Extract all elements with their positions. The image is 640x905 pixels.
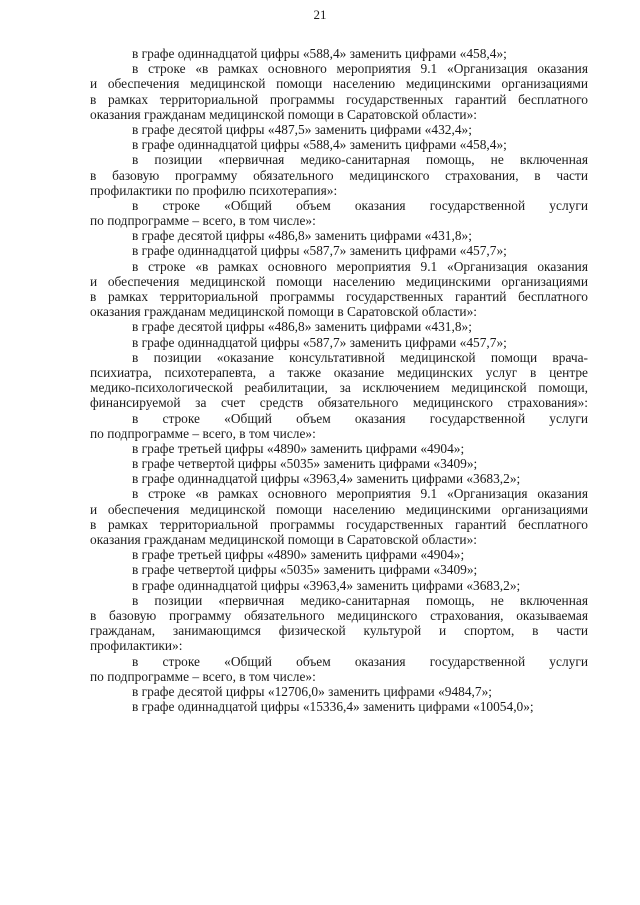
- text-line: в базовую программу обязательного медицинского страхования, оказываемая: [90, 607, 588, 623]
- text-line: в графе одиннадцатой цифры «587,7» заменить цифрами «457,7»;: [132, 334, 507, 350]
- text-line: оказания гражданам медицинской помощи в Саратовской области»:: [90, 106, 477, 122]
- text-line: оказания гражданам медицинской помощи в Саратовской области»:: [90, 304, 477, 320]
- text-line: в позиции «первичная медико-санитарная помощь, не включенная: [132, 592, 588, 608]
- text-line: в графе одиннадцатой цифры «15336,4» заменить цифрами «10054,0»;: [132, 699, 534, 715]
- text-line: в графе десятой цифры «12706,0» заменить цифрами «9484,7»;: [132, 683, 493, 699]
- text-line: финансируемой за счет средств обязательного медицинского страхования»:: [90, 395, 588, 411]
- text-line: в графе десятой цифры «487,5» заменить цифрами «432,4»;: [132, 121, 472, 137]
- text-line: по подпрограмме – всего, в том числе»:: [90, 213, 316, 229]
- text-line: в графе одиннадцатой цифры «3963,4» заменить цифрами «3683,2»;: [132, 471, 521, 487]
- text-line: и обеспечения медицинской помощи населению медицинскими организациями: [90, 501, 588, 517]
- text-line: в графе десятой цифры «486,8» заменить цифрами «431,8»;: [132, 228, 472, 244]
- text-line: оказания гражданам медицинской помощи в Саратовской области»:: [90, 532, 477, 547]
- text-line: в рамках территориальной программы государственных гарантий бесплатного: [90, 289, 588, 304]
- document-body: [90, 46, 588, 714]
- text-line: в позиции «первичная медико-санитарная помощь, не включенная: [132, 152, 588, 168]
- text-line: в графе третьей цифры «4890» заменить цифрами «4904»;: [132, 440, 465, 456]
- text-line: медико-психологической реабилитации, за исключением медицинской помощи,: [90, 380, 588, 396]
- text-line: в рамках территориальной программы государственных гарантий бесплатного: [90, 91, 588, 107]
- text-line: по подпрограмме – всего, в том числе»:: [90, 425, 316, 441]
- text-line: психиатра, психотерапевта, а также оказание медицинских услуг в центре: [90, 364, 588, 380]
- text-line: в строке «в рамках основного мероприятия 9.1 «Организация оказания: [132, 486, 588, 502]
- text-line: в строке «Общий объем оказания государственной услуги: [132, 653, 588, 669]
- text-line: гражданам, занимающимся физической культурой и спортом, в части: [90, 623, 588, 639]
- text-line: в позиции «оказание консультативной медицинской помощи врача-: [132, 349, 588, 365]
- text-line: в графе десятой цифры «486,8» заменить цифрами «431,8»;: [132, 319, 472, 335]
- text-line: в базовую программу обязательного медицинского страхования, в части: [90, 167, 588, 183]
- text-line: в строке «Общий объем оказания государственной услуги: [132, 410, 588, 426]
- text-line: профилактики»:: [90, 638, 183, 654]
- text-line: в графе одиннадцатой цифры «588,4» заменить цифрами «458,4»;: [132, 46, 507, 61]
- text-line: в рамках территориальной программы государственных гарантий бесплатного: [90, 516, 588, 532]
- text-line: в строке «в рамках основного мероприятия 9.1 «Организация оказания: [132, 61, 588, 77]
- text-line: в графе четвертой цифры «5035» заменить цифрами «3409»;: [132, 562, 478, 578]
- text-line: и обеспечения медицинской помощи населению медицинскими организациями: [90, 273, 588, 289]
- text-line: в строке «Общий объем оказания государственной услуги: [132, 197, 588, 213]
- text-line: профилактики по профилю психотерапия»:: [90, 182, 338, 198]
- page-number: 21: [313, 7, 327, 22]
- text-line: по подпрограмме – всего, в том числе»:: [90, 668, 316, 684]
- text-line: в графе четвертой цифры «5035» заменить цифрами «3409»;: [132, 456, 478, 472]
- text-line: в графе одиннадцатой цифры «3963,4» заменить цифрами «3683,2»;: [132, 577, 521, 593]
- text-line: в графе третьей цифры «4890» заменить цифрами «4904»;: [132, 547, 465, 563]
- text-line: в графе одиннадцатой цифры «587,7» заменить цифрами «457,7»;: [132, 243, 507, 259]
- text-line: и обеспечения медицинской помощи населению медицинскими организациями: [90, 76, 588, 92]
- text-line: в графе одиннадцатой цифры «588,4» заменить цифрами «458,4»;: [132, 137, 507, 153]
- text-line: в строке «в рамках основного мероприятия 9.1 «Организация оказания: [132, 258, 588, 274]
